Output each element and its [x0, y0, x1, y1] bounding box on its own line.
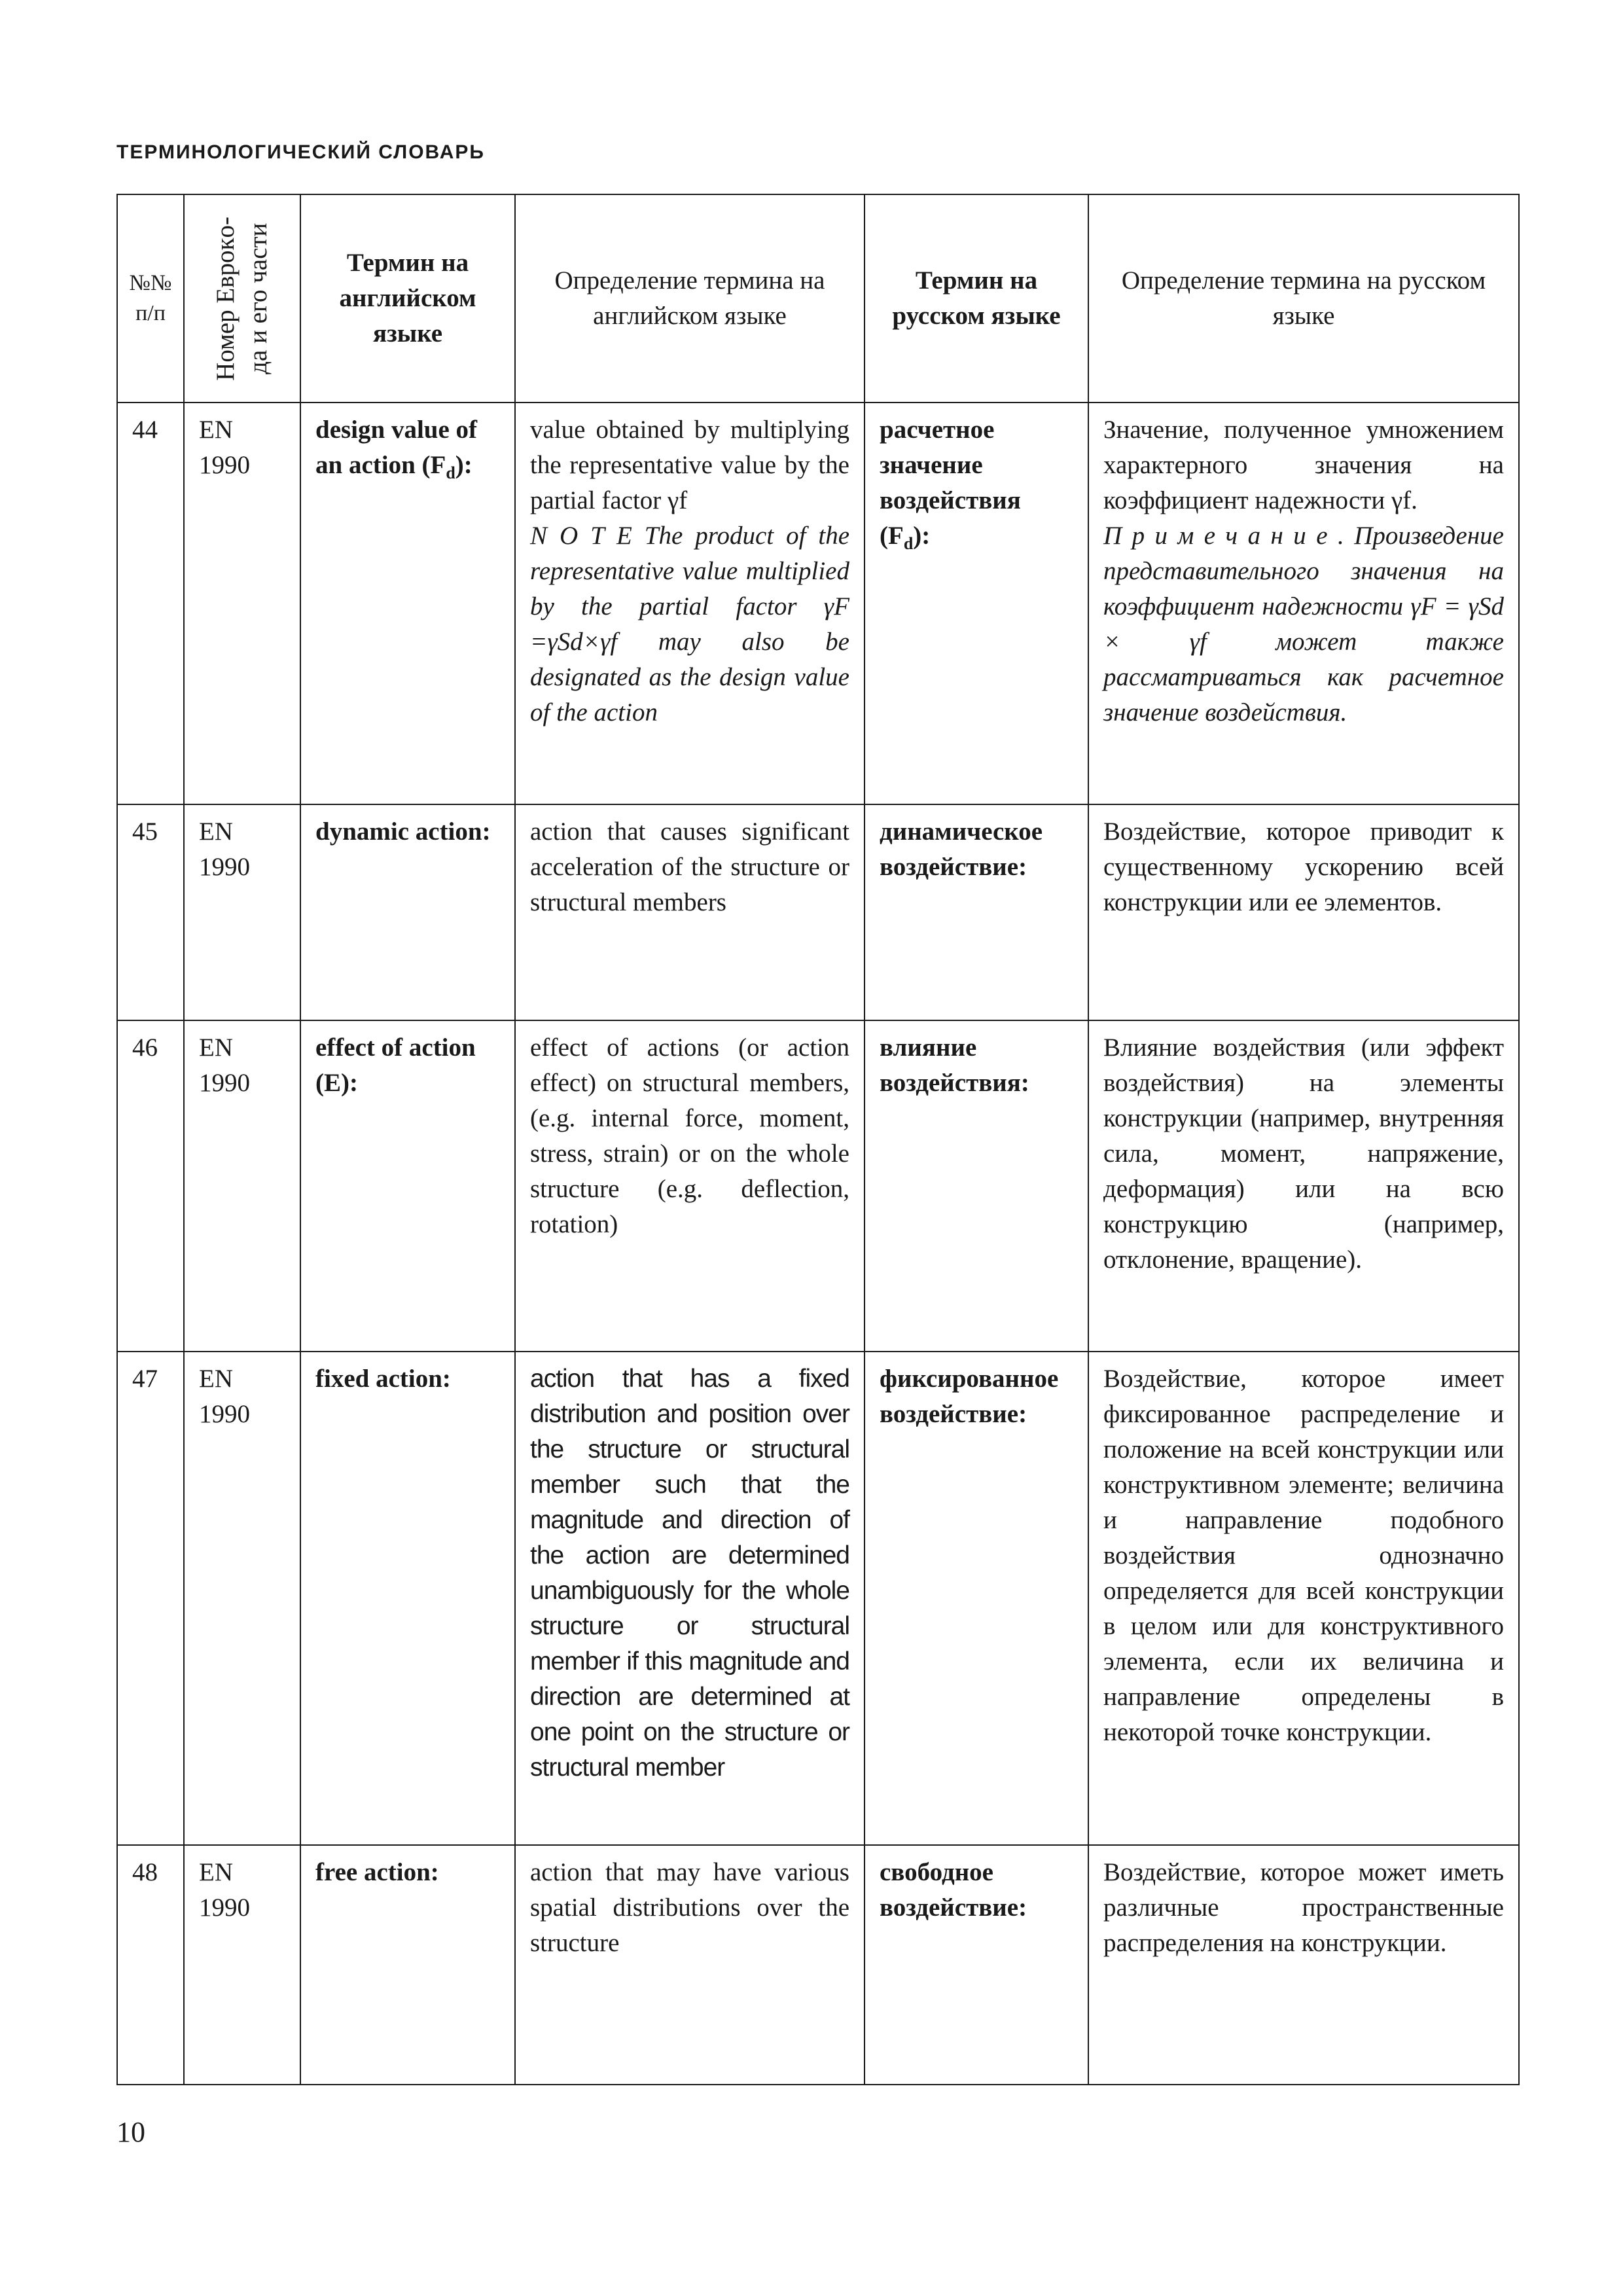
row-ru-term: расчетное значение воздействия $(F_d)$: — [865, 403, 1088, 804]
row-ru-term: динамическое воздействие: — [865, 804, 1088, 1020]
row-en-term: design value of an action $(F_d)$: — [300, 403, 515, 804]
table-row — [117, 804, 1519, 1020]
row-num: 44 — [117, 403, 184, 804]
row-num: 45 — [117, 804, 184, 1020]
row-ru-def: Воздействие, которое приводит к существенному ускорению всей конструкции или ее элементов. — [1088, 804, 1519, 1020]
header-code-line2: да и его части — [244, 223, 272, 374]
row-en-note: N O T E The product of the representative value multiplied by the partial factor γF =γSd×γf may also be designated as the design value of the action — [530, 522, 849, 726]
row-num: 48 — [117, 1845, 184, 2085]
row-en-term: dynamic action: — [300, 804, 515, 1020]
header-ru-term — [865, 194, 1088, 403]
table-row — [117, 1845, 1519, 2085]
row-code: EN 1990 — [184, 804, 300, 1020]
header-code — [184, 194, 300, 403]
row-en-def — [515, 403, 865, 804]
row-code: EN 1990 — [184, 403, 300, 804]
row-en-term: effect of action (E): — [300, 1020, 515, 1352]
page-header: ТЕРМИНОЛОГИЧЕСКИЙ СЛОВАРЬ — [116, 141, 485, 163]
row-ru-def: Влияние воздействия (или эффект воздействия) на элементы конструкции (например, внутренняя сила, момент, напряжение, деформация) или на всю конструкцию (например, отклонение, вращение). — [1088, 1020, 1519, 1352]
page-number: 10 — [116, 2116, 145, 2148]
table-row — [117, 1352, 1519, 1845]
row-en-def: action that may have various spatial distributions over the structure — [515, 1845, 865, 2085]
header-ru-term-text: Термин на русском языке — [892, 266, 1061, 330]
row-ru-def-text: Значение, полученное умножением характерного значения на коэффициент надежности γf. — [1103, 416, 1504, 514]
header-num-line1: №№ — [129, 271, 172, 295]
glossary-table — [116, 194, 1520, 2085]
header-num — [117, 194, 184, 403]
row-code: EN 1990 — [184, 1020, 300, 1352]
header-code-text — [209, 217, 275, 381]
table-row — [117, 403, 1519, 804]
row-en-def: action that has a fixed distribution and position over the structure or structural member such that the magnitude and direction of the action are determined unambiguously for the whole structure or structural member if this magnitude and direction are determined at one point on the structure or structural member — [515, 1352, 865, 1845]
row-code: EN 1990 — [184, 1352, 300, 1845]
header-ru-def — [1088, 194, 1519, 403]
row-en-term: fixed action: — [300, 1352, 515, 1845]
header-num-line2: п/п — [135, 301, 166, 325]
table-row — [117, 1020, 1519, 1352]
row-en-term: free action: — [300, 1845, 515, 2085]
row-ru-def: Воздействие, которое может иметь различные пространственные распределения на конструкции. — [1088, 1845, 1519, 2085]
row-ru-term: фиксированное воздействие: — [865, 1352, 1088, 1845]
row-en-def: action that causes significant acceleration of the structure or structural members — [515, 804, 865, 1020]
row-en-def-text: value obtained by multiplying the representative value by the partial factor γf — [530, 416, 849, 514]
row-num: 47 — [117, 1352, 184, 1845]
row-code: EN 1990 — [184, 1845, 300, 2085]
header-ru-def-text: Определение термина на русском языке — [1121, 266, 1486, 330]
row-ru-term: влияние воздействия: — [865, 1020, 1088, 1352]
row-ru-note: П р и м е ч а н и е . Произведение представительного значения на коэффициент надежности γF = γSd × γf может также рассматриваться как расчетное значение воздействия. — [1103, 522, 1504, 726]
row-num: 46 — [117, 1020, 184, 1352]
row-ru-def: Воздействие, которое имеет фиксированное распределение и положение на всей конструкции или конструктивном элементе; величина и направление подобного воздействия однозначно определяется для всей конструкции в целом или для конструктивного элемента, если их величина и направление определены в некоторой точке конструкции. — [1088, 1352, 1519, 1845]
header-row — [117, 194, 1519, 403]
header-en-term-text: Термин на английском языке — [339, 249, 476, 348]
row-ru-term: свободное воздействие: — [865, 1845, 1088, 2085]
header-en-def-text: Определение термина на английском языке — [554, 266, 825, 330]
header-en-term — [300, 194, 515, 403]
header-en-def — [515, 194, 865, 403]
header-code-line1: Номер Еврокo- — [211, 216, 240, 381]
row-ru-def — [1088, 403, 1519, 804]
row-en-def: effect of actions (or action effect) on structural members, (e.g. internal force, moment, stress, strain) or on the whole structure (e.g. deflection, rotation) — [515, 1020, 865, 1352]
